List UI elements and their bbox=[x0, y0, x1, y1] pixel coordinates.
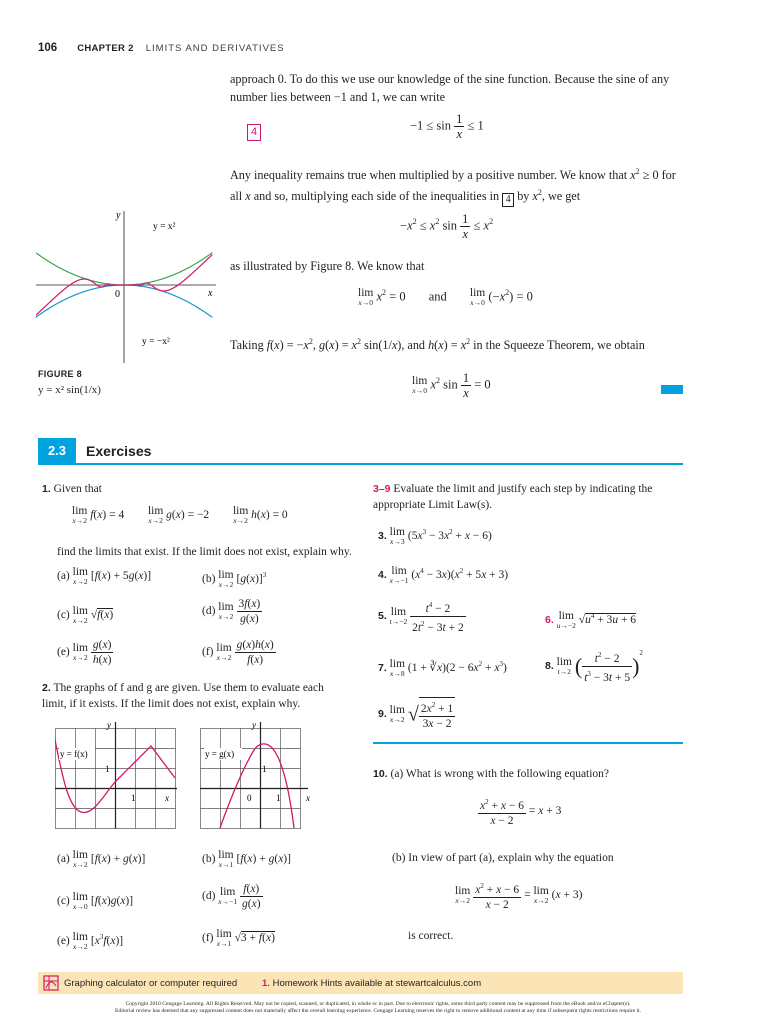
end-of-proof-marker bbox=[661, 385, 683, 394]
graph-f-x-label: x bbox=[165, 793, 169, 803]
chapter-label: CHAPTER 2 bbox=[77, 43, 134, 54]
ex2-part-b: (b) lim x→1 [f(x) + g(x)] bbox=[202, 849, 291, 869]
figure-8-label: FIGURE 8 bbox=[38, 369, 82, 379]
exercise-7: 7. lim x→8 (1 + ∛x)(2 − $6x^2 + x^3$) bbox=[378, 657, 507, 678]
ex1-part-a: (a) lim x→2 [f(x) + 5g(x)] bbox=[57, 566, 152, 586]
ex1-part-c: (c) lim x→2 √f(x) bbox=[57, 605, 114, 625]
running-header bbox=[38, 40, 285, 55]
graph-f bbox=[55, 720, 180, 832]
exercise-9: 9. lim x→2 √ $\frac{2x^2 + 1}{3x - 2}$ bbox=[378, 697, 455, 731]
graphing-calculator-icon bbox=[43, 975, 59, 991]
exercise-2-text: 2. The graphs of f and g are given. Use them to evaluate each limit, if it exists. If the limit does not exist, explain why. bbox=[42, 682, 324, 710]
exercise-6: 6. lim u→−2 $√u^4 + 3u + 6$ bbox=[545, 609, 637, 630]
intro-paragraph-3: as illustrated by Figure 8. We know that bbox=[230, 259, 425, 273]
exercise-10-b: (b) In view of part (a), explain why the equation bbox=[392, 852, 614, 864]
page-number: 106 bbox=[38, 42, 58, 54]
exercise-10-tail: is correct. bbox=[408, 930, 454, 942]
exercise-3: 3. lim x→3 $(5x^3 - 3x^2 + x - 6)$ bbox=[378, 525, 492, 546]
intro-paragraph-4: Taking $f(x) = -x^2$, $g(x) = x^2$ sin(1/x), and $h(x) = x^2$ in the Squeeze Theorem, we obtain bbox=[230, 337, 645, 353]
figure-8-graph bbox=[36, 205, 226, 365]
copyright-line-2: Editorial review has deemed that any suppressed content does not materially affect the overall learning experience. Cengage Learning reserves the right to remove additional content at any time if subsequent rights restrictions require it. bbox=[115, 1008, 641, 1014]
ex1-part-d: (d) lim x→2 $\frac{3f(x)}{g(x)}$ bbox=[202, 598, 261, 625]
homework-hints-note: 1. Homework Hints available at stewartcalculus.com bbox=[262, 978, 482, 989]
exercise-1-intro: 1. Given that bbox=[42, 483, 102, 495]
limit-pair: lim x→0 $x^2 = 0$ and lim x→0 $(-x^2) = 0$ bbox=[358, 287, 533, 307]
figure-8-caption: y = x² sin(1/x) bbox=[38, 384, 101, 396]
upper-curve-label: y = x² bbox=[153, 222, 176, 232]
exercise-1-tail: find the limits that exist. If the limit does not exist, explain why. bbox=[57, 546, 352, 558]
lower-curve-label: y = −x² bbox=[142, 337, 170, 347]
exercise-10-equation: $\frac{x^2 + x - 6}{x - 2}$ = x + 3 bbox=[478, 795, 561, 828]
graph-g-x-label: x bbox=[306, 793, 310, 803]
squeeze-inequality: $-x^2 \le x^2$ sin $\frac{1}{x}$ ≤ $x^2$ bbox=[400, 212, 494, 241]
exercise-divider bbox=[373, 742, 683, 744]
equation-4: −1 ≤ sin $\frac{1}{x}$ ≤ 1 bbox=[410, 112, 484, 141]
chapter-title: LIMITS AND DERIVATIVES bbox=[145, 43, 285, 54]
ex2-part-c: (c) lim x→0 [f(x)g(x)] bbox=[57, 891, 134, 911]
copyright-line-1: Copyright 2010 Cengage Learning. All Rights Reserved. May not be copied, scanned, or duplicated, in whole or in part. Due to electronic rights, some third party content may be suppressed from the eBook and/or eChapter(s). bbox=[125, 1001, 631, 1007]
graph-g-y-label: y bbox=[252, 720, 256, 730]
x-axis-label: x bbox=[208, 288, 213, 299]
ex2-part-f: (f) lim x→1 √3 + f(x) bbox=[202, 928, 275, 948]
equation-number-4: 4 bbox=[247, 124, 261, 141]
graph-f-label: y = f(x) bbox=[60, 749, 88, 759]
graph-f-one-x: 1 bbox=[131, 793, 136, 803]
exercise-10-limit-equation: lim x→2 $\frac{x^2 + x - 6}{x - 2}$ = lim x→2 (x + 3) bbox=[455, 879, 582, 912]
graph-f-y-label: y bbox=[107, 720, 111, 730]
ex1-part-e: (e) lim x→2 $\frac{g(x)}{h(x)}$ bbox=[57, 639, 112, 666]
ex2-part-a: (a) lim x→2 [f(x) + g(x)] bbox=[57, 849, 146, 869]
graph-g-zero: 0 bbox=[247, 793, 252, 803]
exercise-5: 5. lim t→−2 $\frac{t^4 - 2}{2t^2 - 3t + 2}$ bbox=[378, 598, 466, 635]
exercise-10-a: 10. (a) What is wrong with the following equation? bbox=[373, 768, 610, 780]
ex2-part-d: (d) lim x→−1 $\frac{f(x)}{g(x)}$ bbox=[202, 883, 261, 910]
intro-paragraph-1: approach 0. To do this we use our knowledge of the sine function. Because the sine of any number lies between −1 and 1, we can write bbox=[230, 72, 670, 104]
section-number: 2.3 bbox=[38, 438, 76, 464]
calculator-note: Graphing calculator or computer required bbox=[64, 978, 238, 989]
section-title: Exercises bbox=[86, 443, 152, 459]
y-axis-label: y bbox=[116, 210, 121, 221]
eq-ref-4: 4 bbox=[502, 193, 514, 207]
graph-g-one-x: 1 bbox=[276, 793, 281, 803]
section-rule bbox=[38, 463, 683, 465]
intro-paragraph-2: Any inequality remains true when multiplied by a positive number. We know that $x^2 \ge 0$ for all x and so, multiplying each side of the inequalities in 4 by $x^2$, we get bbox=[230, 167, 676, 206]
squeeze-result: lim x→0 $x^2$ sin $\frac{1}{x}$ = 0 bbox=[412, 371, 491, 400]
graph-g bbox=[200, 720, 325, 832]
graph-f-one-y: 1 bbox=[105, 764, 110, 774]
exercises-3-9-instruction: 3–9 Evaluate the limit and justify each step by indicating the appropriate Limit Law(s). bbox=[373, 483, 653, 511]
ex2-part-e: (e) lim x→2 $[x^3f(x)]$ bbox=[57, 930, 124, 951]
ex1-part-b: (b) lim x→2 $[g(x)]^3$ bbox=[202, 568, 267, 589]
graph-g-label: y = g(x) bbox=[205, 749, 235, 759]
exercise-8: 8. lim t→2 ( $\frac{t^2 - 2}{t^3 - 3t + 5}$ )$^2$ bbox=[545, 649, 643, 684]
origin-label: 0 bbox=[115, 289, 120, 300]
ex1-part-f: (f) lim x→2 $\frac{g(x)h(x)}{f(x)}$ bbox=[202, 639, 274, 666]
graph-g-one-y: 1 bbox=[262, 764, 267, 774]
exercise-1-given: lim x→2 f(x) = 4 lim x→2 g(x) = −2 lim x→2 h(x) = 0 bbox=[72, 505, 288, 525]
exercise-4: 4. lim x→−1 $(x^4 - 3x)(x^2 + 5x + 3)$ bbox=[378, 564, 509, 585]
